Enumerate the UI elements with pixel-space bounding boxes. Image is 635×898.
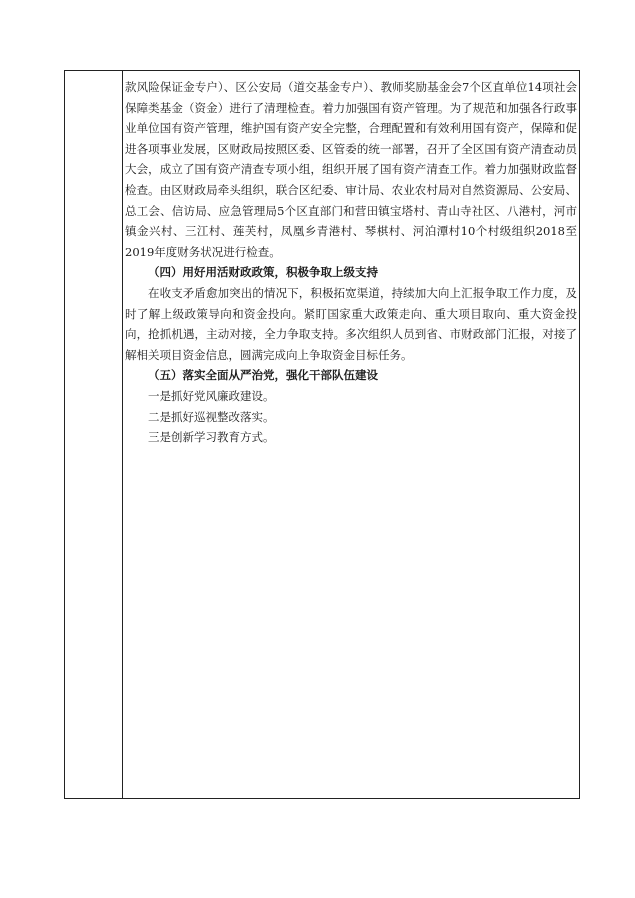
table-content-cell xyxy=(125,77,577,448)
paragraph-asset-management: 款风险保证金专户）、区公安局（道交基金专户）、教师奖励基金会7个区直单位14项社会保障类基金（资金）进行了清理检查。着力加强国有资产管理。为了规范和加强各行政事业单位国有资产管理，维护国有资产安全完整，合理配置和有效利用国有资产，保障和促进各项事业发展，区财政局按照区委、区管委的统一部署，召开了全区国有资产清查动员大会，成立了国有资产清查专项小组，组织开展了国有资产清查工作。着力加强财政监督检查。由区财政局牵头组织，联合区纪委、审计局、农业农村局对自然资源局、公安局、总工会、信访局、应急管理局5个区直部门和营田镇宝塔村、青山寺社区、八港村，河市镇金兴村、三江村、莲芙村，凤凰乡青港村、琴棋村、河泊潭村10个村级组织2018至2019年度财务状况进行检查。 xyxy=(125,80,577,259)
paragraph-policy-support: 在收支矛盾愈加突出的情况下，积极拓宽渠道，持续加大向上汇报争取工作力度，及时了解上级政策导向和资金投向。紧盯国家重大政策走向、重大项目取向、重大资金投向，抢抓机遇，主动对接，全力争取支持。多次组织人员到省、市财政部门汇报，对接了解相关项目资金信息，圆满完成向上争取资金目标任务。 xyxy=(125,285,577,362)
list-item-2: 二是抓好巡视整改落实。 xyxy=(148,409,275,424)
column-divider xyxy=(122,71,123,798)
section-heading-4: （四）用好用活财政政策，积极争取上级支持 xyxy=(148,265,378,280)
content-table xyxy=(64,70,580,799)
section-heading-5: （五）落实全面从严治党，强化干部队伍建设 xyxy=(148,368,378,383)
list-item-3: 三是创新学习教育方式。 xyxy=(148,430,275,445)
list-item-1: 一是抓好党风廉政建设。 xyxy=(148,388,275,403)
